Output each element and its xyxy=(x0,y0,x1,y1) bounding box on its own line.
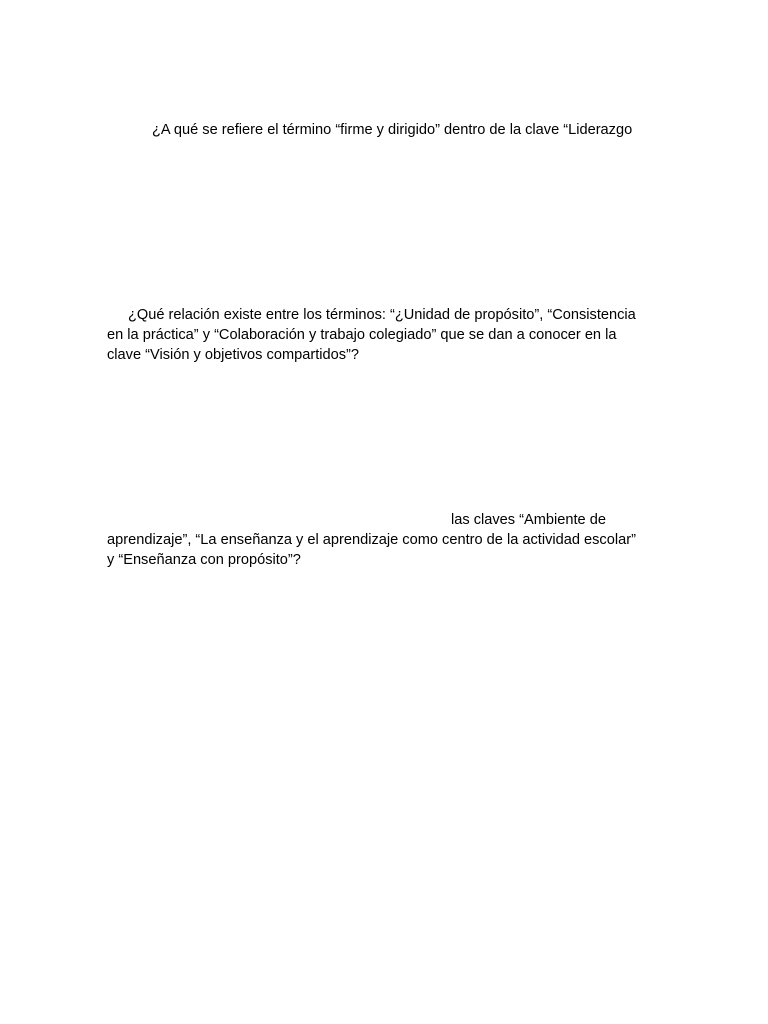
question-2 xyxy=(107,305,667,365)
question-3 xyxy=(107,510,667,570)
question-2-line-2: en la práctica” y “Colaboración y trabajo colegiado” que se dan a conocer en la xyxy=(107,327,617,343)
question-1 xyxy=(107,120,667,140)
question-1-line-1: ¿A qué se refiere el término “firme y dirigido” dentro de la clave “Liderazgo xyxy=(152,122,633,138)
question-3-line-3: y “Enseñanza con propósito”? xyxy=(107,552,301,568)
question-2-line-1: ¿Qué relación existe entre los términos: “¿Unidad de propósito”, “Consistencia xyxy=(128,307,636,323)
question-2-line-3: clave “Visión y objetivos compartidos”? xyxy=(107,347,359,363)
question-3-line-2: aprendizaje”, “La enseñanza y el aprendizaje como centro de la actividad escolar” xyxy=(107,532,636,548)
question-3-line-1: las claves “Ambiente de xyxy=(451,512,606,528)
